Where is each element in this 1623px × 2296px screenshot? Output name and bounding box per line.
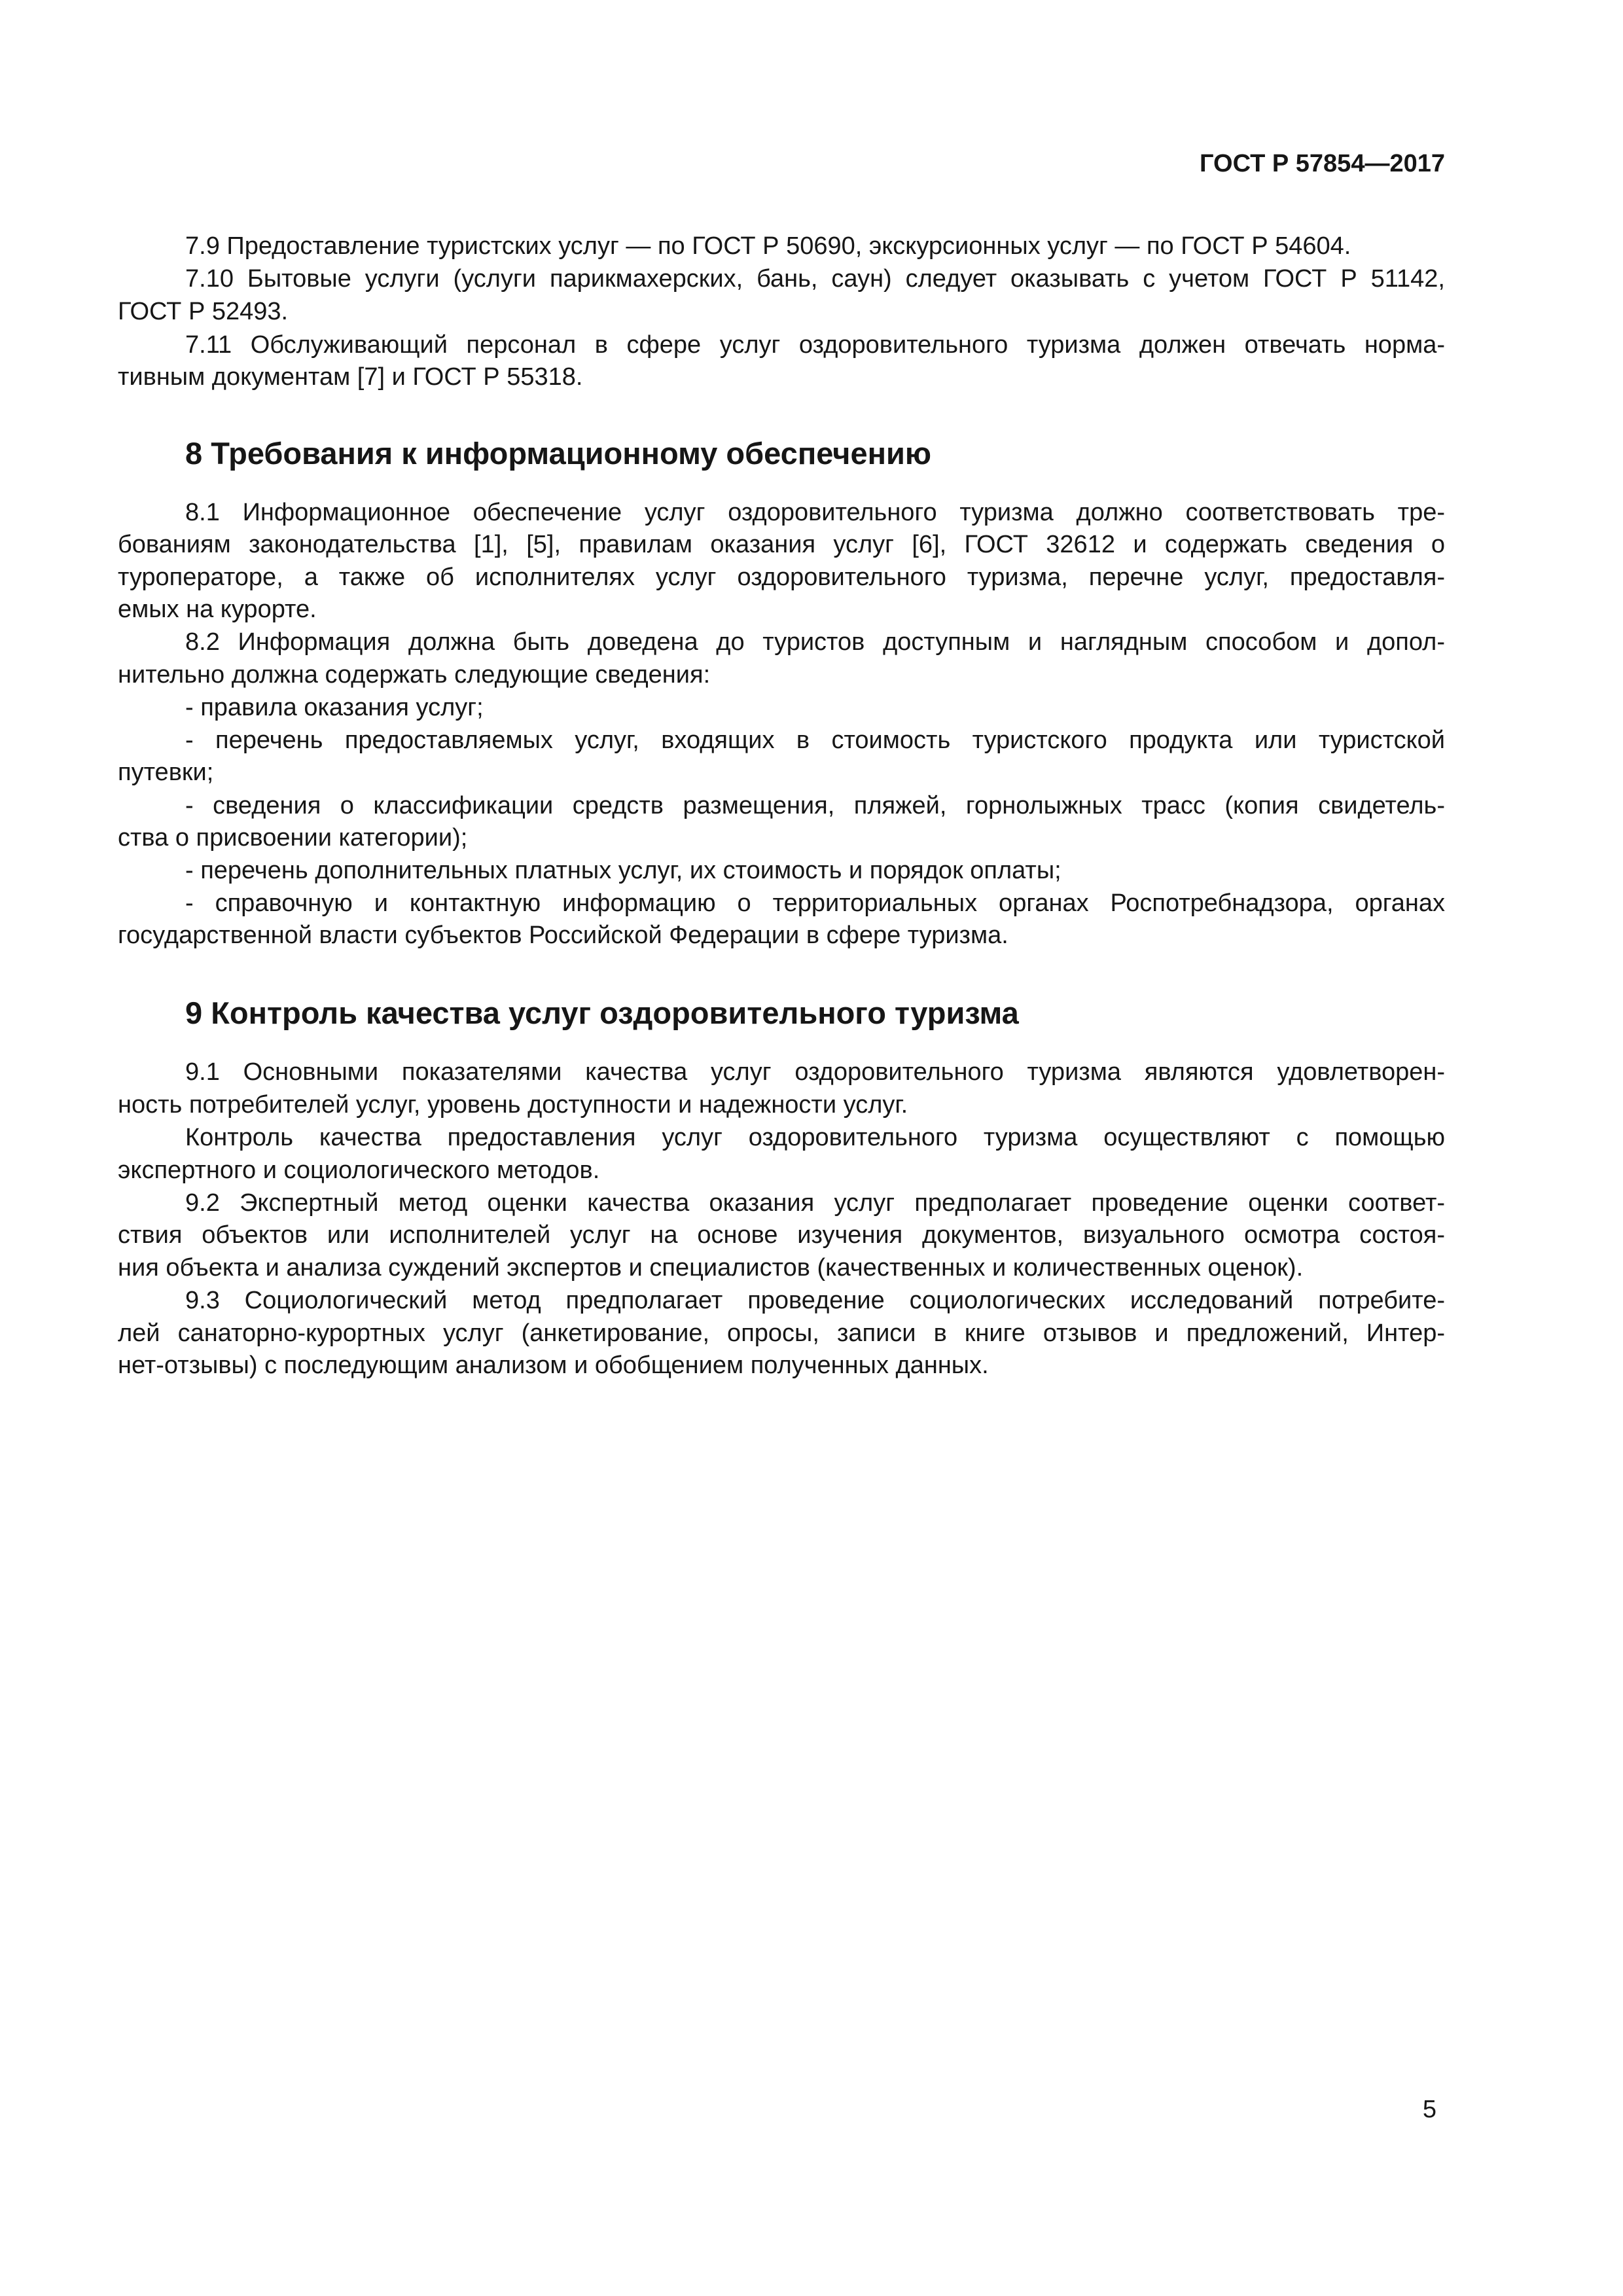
section-8-heading: 8 Требования к информационному обеспечению — [185, 436, 932, 471]
list-item-classification-line-2: ства о присвоении категории); — [118, 824, 468, 852]
list-item-services-line-1: - перечень предоставляемых услуг, входящих в стоимость туристского продукта или туристской — [185, 726, 1445, 754]
paragraph-8-1-line-1: 8.1 Информационное обеспечение услуг оздоровительного туризма должно соответствовать тре- — [185, 499, 1445, 526]
list-item-classification-line-1: - сведения о классификации средств размещения, пляжей, горнолыжных трасс (копия свидетель- — [185, 792, 1445, 819]
document-code-header: ГОСТ Р 57854—2017 — [1200, 150, 1445, 177]
paragraph-9-2-line-3: ния объекта и анализа суждений экспертов и специалистов (качественных и количественных оценок). — [118, 1254, 1304, 1282]
paragraph-control-line-1: Контроль качества предоставления услуг оздоровительного туризма осуществляют с помощью — [185, 1124, 1445, 1151]
paragraph-9-3-line-2: лей санаторно-курортных услуг (анкетирование, опросы, записи в книге отзывов и предложений, Интер- — [118, 1319, 1445, 1347]
paragraph-8-1-line-3: туроператоре, а также об исполнителях услуг оздоровительного туризма, перечне услуг, предоставля- — [118, 564, 1445, 591]
paragraph-9-3-line-1: 9.3 Социологический метод предполагает проведение социологических исследований потребите- — [185, 1287, 1445, 1314]
paragraph-7-11-line-1: 7.11 Обслуживающий персонал в сфере услуг оздоровительного туризма должен отвечать норма- — [185, 331, 1445, 359]
paragraph-9-1-line-1: 9.1 Основными показателями качества услуг оздоровительного туризма являются удовлетворен- — [185, 1058, 1445, 1086]
list-item-services-line-2: путевки; — [118, 759, 214, 786]
list-item-contacts-line-1: - справочную и контактную информацию о территориальных органах Роспотребнадзора, органах — [185, 889, 1445, 917]
paragraph-control-line-2: экспертного и социологического методов. — [118, 1157, 600, 1184]
paragraph-7-9: 7.9 Предоставление туристских услуг — по ГОСТ Р 50690, экскурсионных услуг — по ГОСТ Р 54604. — [185, 232, 1351, 260]
paragraph-9-1-line-2: ность потребителей услуг, уровень доступности и надежности услуг. — [118, 1091, 908, 1119]
paragraph-8-1-line-4: емых на курорте. — [118, 596, 317, 623]
paragraph-7-10-line-1: 7.10 Бытовые услуги (услуги парикмахерских, бань, саун) следует оказывать с учетом ГОСТ Р 51142, — [185, 265, 1445, 293]
paragraph-8-1-line-2: бованиям законодательства [1], [5], правилам оказания услуг [6], ГОСТ 32612 и содержать сведения о — [118, 531, 1445, 558]
list-item-contacts-line-2: государственной власти субъектов Российской Федерации в сфере туризма. — [118, 922, 1008, 949]
paragraph-9-2-line-1: 9.2 Экспертный метод оценки качества оказания услуг предполагает проведение оценки соответ- — [185, 1189, 1445, 1217]
list-item-paid-services: - перечень дополнительных платных услуг, их стоимость и порядок оплаты; — [185, 857, 1061, 884]
paragraph-9-2-line-2: ствия объектов или исполнителей услуг на основе изучения документов, визуального осмотра состоя- — [118, 1221, 1445, 1249]
paragraph-8-2-line-2: нительно должна содержать следующие сведения: — [118, 661, 711, 689]
paragraph-9-3-line-3: нет-отзывы) с последующим анализом и обобщением полученных данных. — [118, 1352, 989, 1379]
paragraph-7-10-line-2: ГОСТ Р 52493. — [118, 298, 289, 325]
section-9-heading: 9 Контроль качества услуг оздоровительного туризма — [185, 996, 1019, 1030]
list-item-rules: - правила оказания услуг; — [185, 694, 484, 721]
paragraph-8-2-line-1: 8.2 Информация должна быть доведена до туристов доступным и наглядным способом и допол- — [185, 628, 1445, 656]
paragraph-7-11-line-2: тивным документам [7] и ГОСТ Р 55318. — [118, 363, 583, 391]
page-number: 5 — [1422, 2096, 1436, 2123]
